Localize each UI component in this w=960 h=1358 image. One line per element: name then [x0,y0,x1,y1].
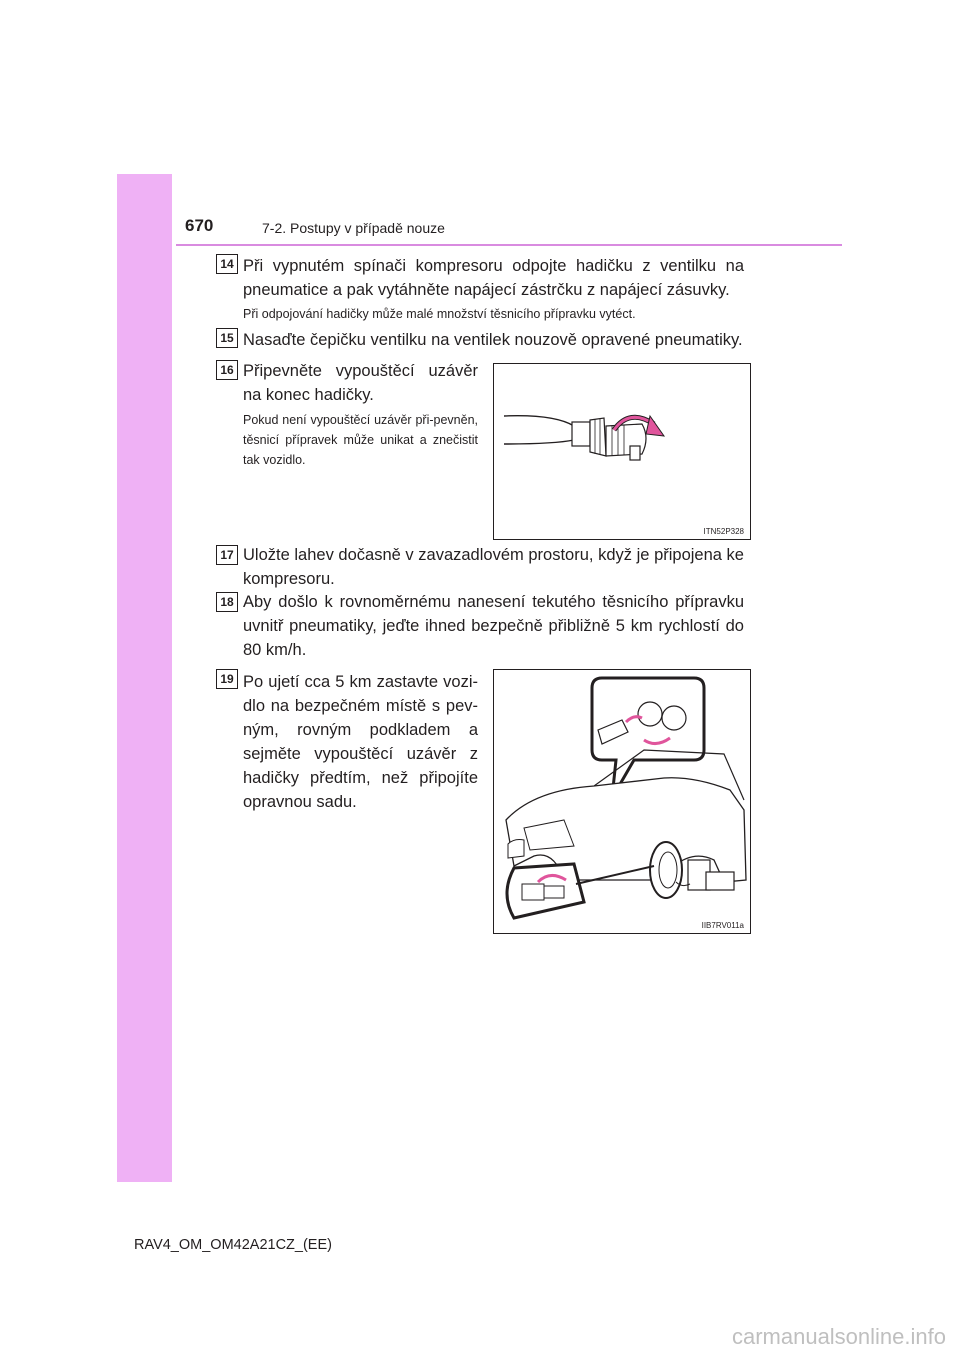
figure-drain-cap [493,363,751,540]
section-title: 7-2. Postupy v případě nouze [262,220,445,236]
step-16-note: Pokud není vypouštěcí uzávěr při-pevněn, těsnicí přípravek může unikat a znečistit tak vozidlo. [243,413,478,467]
footer-doc-code: RAV4_OM_OM42A21CZ_(EE) [134,1237,332,1253]
page-number: 670 [185,216,214,235]
header-divider [176,244,842,246]
step-18-text: Aby došlo k rovnoměrnému nanesení tekutého těsnicího přípravku uvnitř pneumatiky, jeďte ihned bezpečně přibližně 5 km rychlostí do 80 km/h. [243,593,744,659]
step-number-14: 14 [216,254,238,274]
figure-id-label: IIB7RV011a [701,921,744,930]
chapter-sidebar [117,174,172,1182]
watermark: carmanualsonline.info [731,1324,946,1349]
step-number-15: 15 [216,328,238,348]
step-14-text: Při vypnutém spínači kompresoru odpojte hadičku z ventilku na pneumatice a pak vytáhněte napájecí zástrčku z napájecí zásuvky. [243,257,744,299]
step-14-note: Při odpojování hadičky může malé množství těsnicího přípravku vytéct. [243,307,636,321]
step-16-text: Připevněte vypouštěcí uzávěr na konec hadičky. [243,362,478,404]
hose-drain-cap-illustration [494,364,750,539]
step-19-text: Po ujetí cca 5 km zastavte vozi-dlo na bezpečném místě s pev-ným, rovným podkladem a sejměte vypouštěcí uzávěr z hadičky předtím, než připojíte opravnou sadu. [243,673,478,811]
step-number-19: 19 [216,669,238,689]
step-15-text: Nasaďte čepičku ventilku na ventilek nouzově opravené pneumatiky. [243,331,743,349]
step-17-text: Uložte lahev dočasně v zavazadlovém prostoru, když je připojena ke kompresoru. [243,546,744,588]
figure-id-label: ITN52P328 [703,527,744,536]
figure-car-repair [493,669,751,934]
step-number-17: 17 [216,545,238,565]
step-number-16: 16 [216,360,238,380]
step-number-18: 18 [216,592,238,612]
car-tire-repair-illustration [494,670,750,933]
